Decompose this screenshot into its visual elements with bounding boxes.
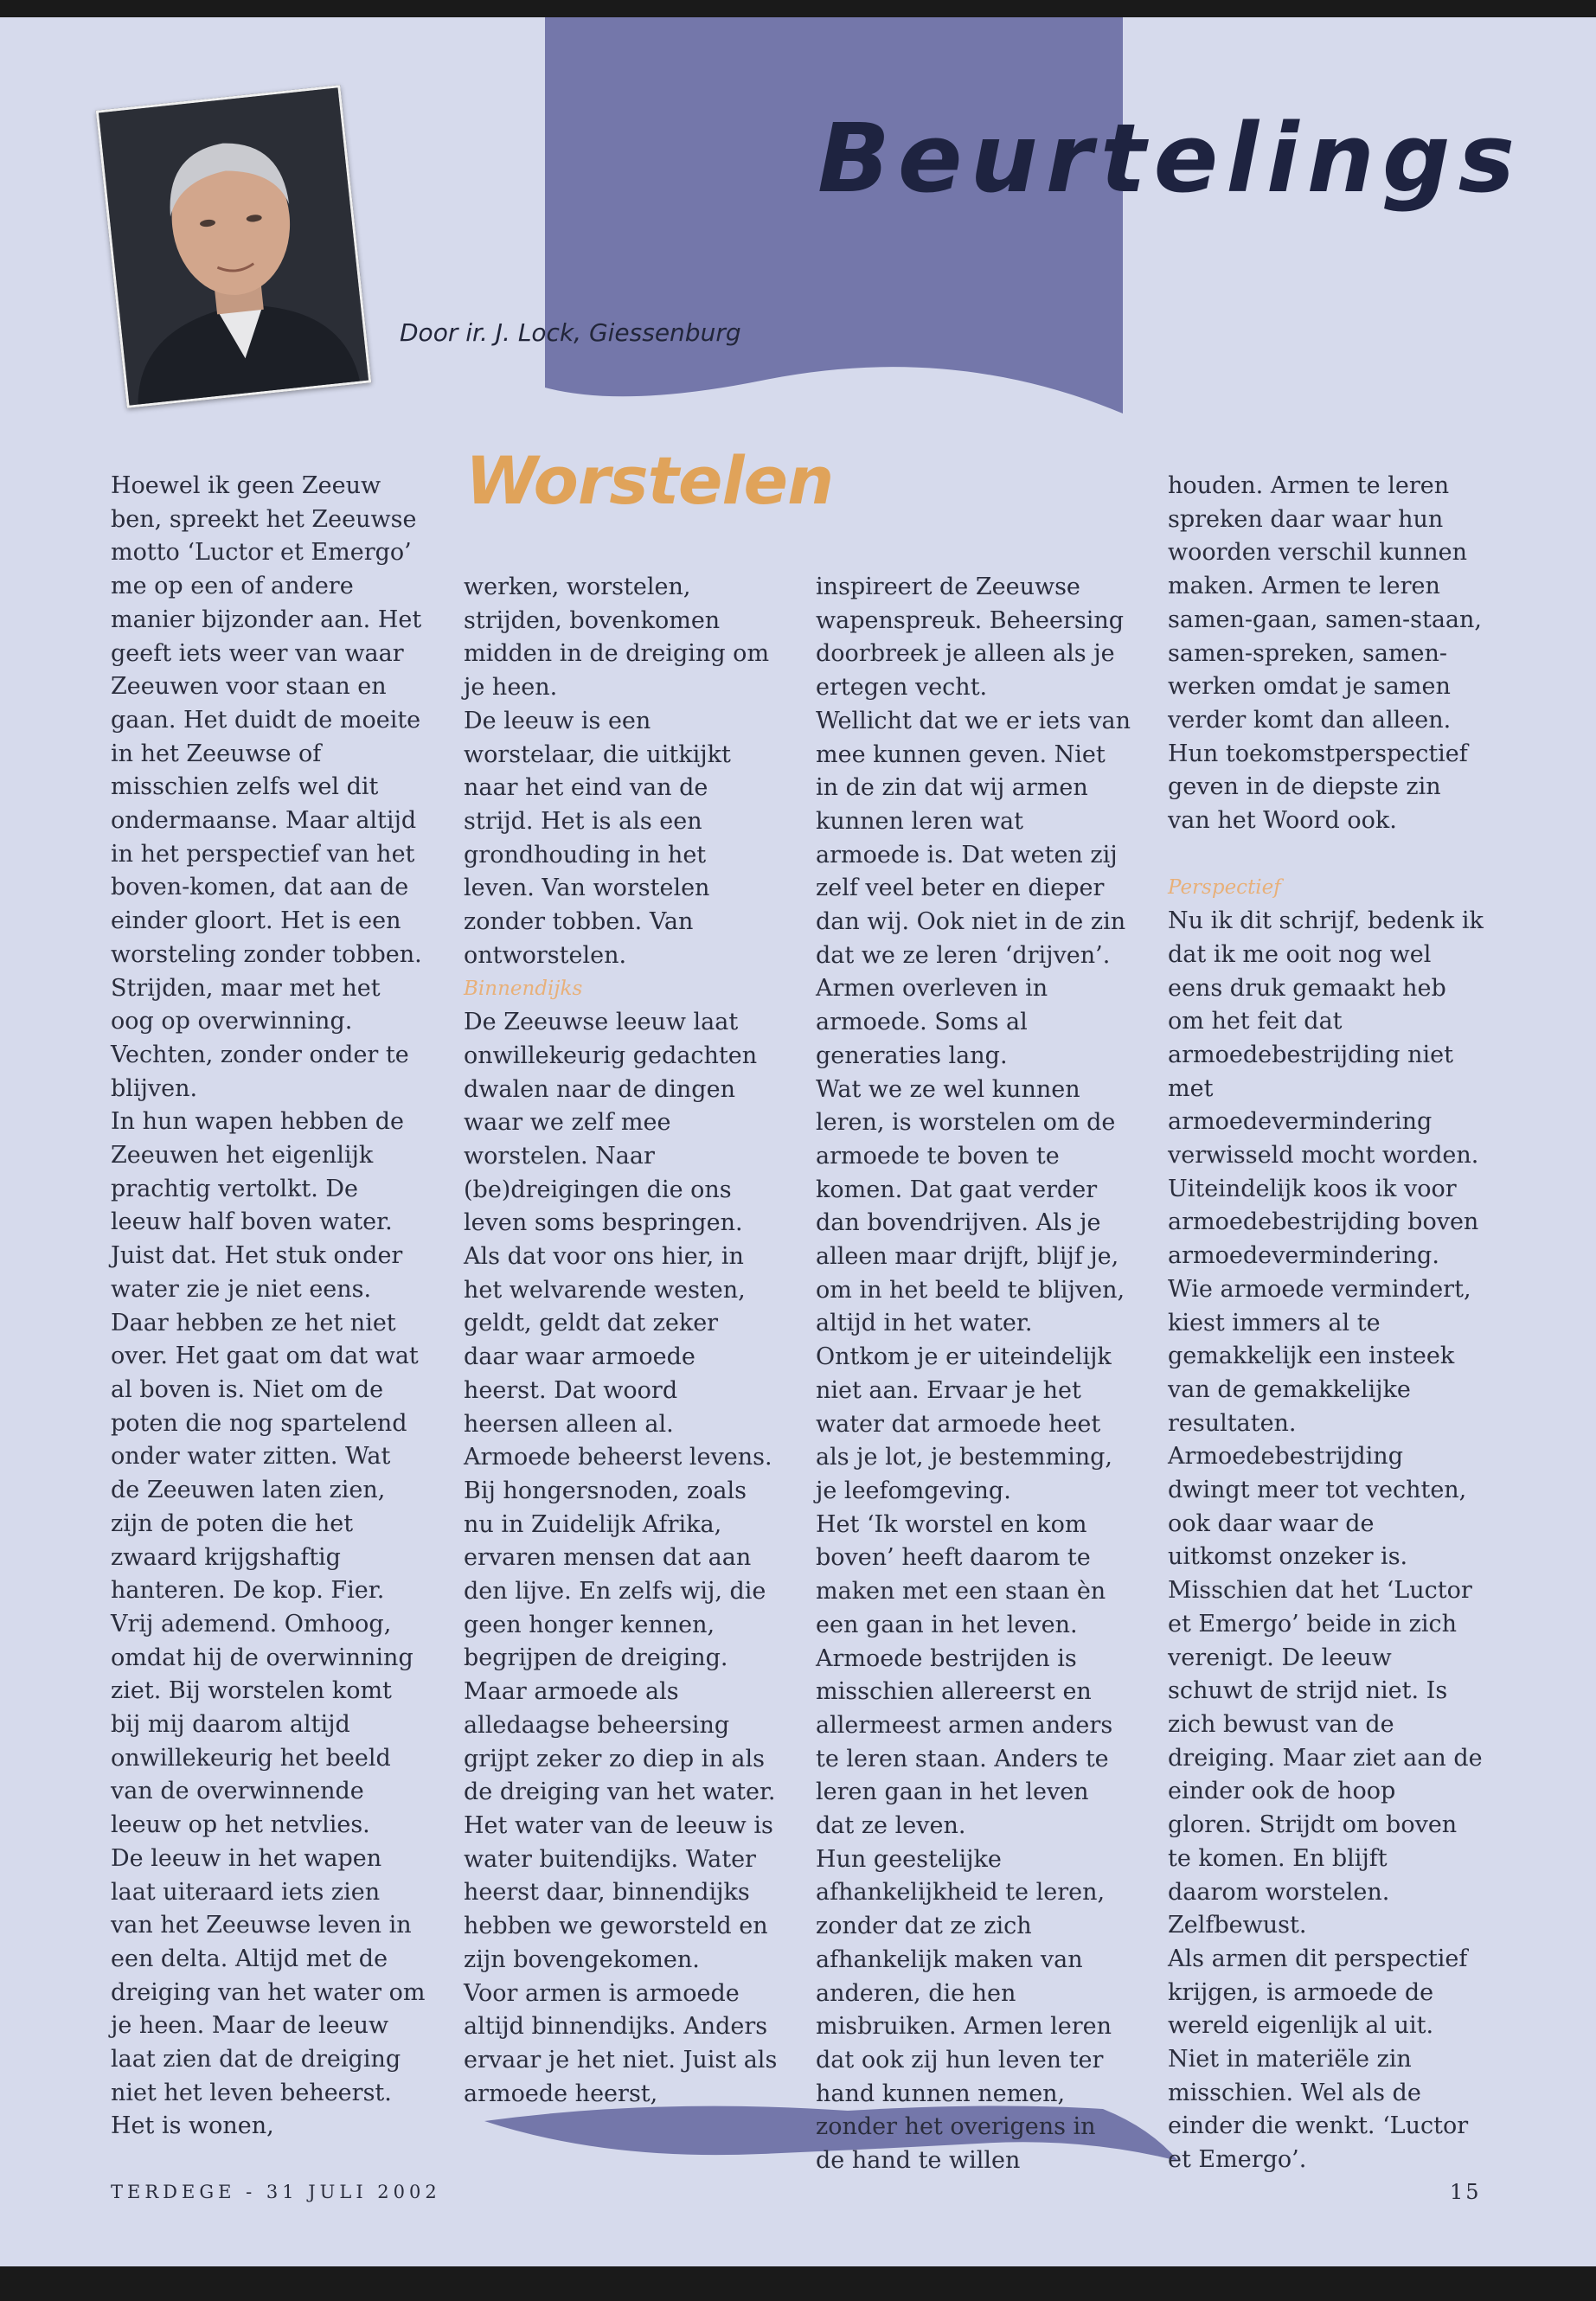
paragraph: Maar armoede als alledaagse beheersing grijpt zeker zo diep in als de dreiging van het water. Het water van de leeuw is water buitendijks. Water heerst daar, binnendijks hebben we geworsteld en zijn bovengekomen. bbox=[464, 1678, 776, 1973]
paragraph: Hun geestelijke afhankelijkheid te leren, zonder dat ze zich afhankelijk maken van anderen, die hen misbruiken. Armen leren dat ook zij hun leven ter hand kunnen nemen, zonder het overigens in de hand te willen bbox=[816, 1845, 1112, 2175]
paragraph: Nu ik dit schrijf, bedenk ik dat ik me ooit nog wel eens druk gemaakt heb om het feit dat armoedebestrijding niet met armoedevermindering verwisseld mocht worden. Uiteindelijk koos ik voor armoedebestrijding boven armoedevermindering. Wie armoede vermindert, kiest immers al te gemakkelijk een insteek van de gemakkelijke resultaten. Armoedebestrijding dwingt meer tot vechten, ook daar waar de uitkomst onzeker is. bbox=[1168, 907, 1484, 1571]
paragraph: houden. Armen te leren spreken daar waar hun woorden verschil kunnen maken. Armen te leren samen-gaan, samen-staan, samen-spreken, samen-werken omdat je samen verder komt dan alleen. Hun toekomstperspectief geven in de diepste zin van het Woord ook. bbox=[1168, 472, 1482, 835]
paragraph: werken, worstelen, strijden, bovenkomen midden in de dreiging om je heen. bbox=[464, 574, 770, 702]
article-column-2 bbox=[464, 571, 779, 2111]
paragraph: De Zeeuwse leeuw laat onwillekeurig gedachten dwalen naar de dingen waar we zelf mee worstelen. Naar (be)dreigingen die ons leven soms bespringen. Als dat voor ons hier, in het welvarende westen, geldt, geldt dat zeker daar waar armoede heerst. Dat woord heersen alleen al. Armoede beheerst levens. Bij hongersnoden, zoals nu in Zuidelijk Afrika, ervaren mensen dat aan den lijve. En zelfs wij, die geen honger kennen, begrijpen de dreiging. bbox=[464, 1009, 772, 1672]
article-column-1 bbox=[111, 470, 426, 2144]
paragraph: De leeuw in het wapen laat uiteraard iets zien van het Zeeuwse leven in een delta. Altijd met de dreiging van het water om je heen. Maar de leeuw laat zien dat de dreiging niet het leven beheerst. Het is wonen, bbox=[111, 1844, 426, 2140]
footer-publication: TERDEGE - 31 JULI 2002 bbox=[111, 2182, 441, 2202]
author-portrait bbox=[96, 85, 372, 408]
paragraph: Wellicht dat we er iets van mee kunnen geven. Niet in de zin dat wij armen kunnen leren wat armoede is. Dat weten zij zelf veel beter en dieper dan wij. Ook niet in de zin dat we ze leren ‘drijven’. Armen overleven in armoede. Soms al generaties lang. bbox=[816, 707, 1131, 1069]
paragraph: Hoewel ik geen Zeeuw ben, spreekt het Zeeuwse motto ‘Luctor et Emergo’ me op een of andere manier bijzonder aan. Het geeft iets weer van waar Zeeuwen voor staan en gaan. Het duidt de moeite in het Zeeuwse of misschien zelfs wel dit ondermaanse. Maar altijd in het perspectief van het boven-komen, dat aan de einder gloort. Het is een worsteling zonder tobben. Strijden, maar met het oog op overwinning. Vechten, zonder onder te blijven. bbox=[111, 472, 422, 1102]
top-ribbon-shape bbox=[545, 17, 1123, 413]
article-column-4 bbox=[1168, 470, 1484, 2177]
paragraph: Als armen dit perspectief krijgen, is armoede de wereld eigenlijk al uit. Niet in materiële zin misschien. Wel als de einder die wenkt. ‘Luctor et Emergo’. bbox=[1168, 1945, 1469, 2174]
paragraph: Het ‘Ik worstel en kom boven’ heeft daarom te maken met een staan èn een gaan in het leven. Armoede bestrijden is misschien allereerst en allermeest armen anders te leren staan. Anders te leren gaan in het leven dat ze leven. bbox=[816, 1510, 1113, 1840]
paragraph: In hun wapen hebben de Zeeuwen het eigenlijk prachtig vertolkt. De leeuw half boven water. Juist dat. Het stuk onder water zie je niet eens. Daar hebben ze het niet over. Het gaat om dat wat al boven is. Niet om de poten die nog spartelend onder water zitten. Wat de Zeeuwen laten zien, zijn de poten die het zwaard krijgshaftig hanteren. De kop. Fier. Vrij ademend. Omhoog, omdat hij de overwinning ziet. Bij worstelen komt bij mij daarom altijd onwillekeurig het beeld van de overwinnende leeuw op het netvlies. bbox=[111, 1108, 419, 1839]
page-number: 15 bbox=[1450, 2180, 1482, 2204]
subheading-perspectief: Perspectief bbox=[1168, 876, 1281, 900]
paragraph: Misschien dat het ‘Luctor et Emergo’ beide in zich verenigt. De leeuw schuwt de strijd niet. Is zich bewust van de dreiging. Maar ziet aan de einder ook de hoop gloren. Strijdt om boven te komen. En blijft daarom worstelen. Zelfbewust. bbox=[1168, 1577, 1483, 1939]
section-heading: Beurtelings bbox=[817, 103, 1523, 214]
article-column-3 bbox=[816, 571, 1131, 2178]
paragraph: inspireert de Zeeuwse wapenspreuk. Beheersing doorbreek je alleen als je ertegen vecht. bbox=[816, 574, 1125, 702]
article-title: Worstelen bbox=[465, 442, 834, 519]
paragraph: De leeuw is een worstelaar, die uitkijkt naar het eind van de strijd. Het is als een grondhouding in het leven. Van worstelen zonder tobben. Van ontworstelen. bbox=[464, 707, 731, 969]
paragraph: Wat we ze wel kunnen leren, is worstelen om de armoede te boven te komen. Dat gaat verder dan bovendrijven. Als je alleen maar drijft, blijf je, om in het beeld te blijven, altijd in het water. Ontkom je er uiteindelijk niet aan. Ervaar je het water dat armoede heet als je lot, je bestemming, je leefomgeving. bbox=[816, 1075, 1125, 1504]
author-portrait-icon bbox=[99, 87, 369, 405]
magazine-page bbox=[0, 17, 1596, 2266]
paragraph: Voor armen is armoede altijd binnendijks. Anders ervaar je het niet. Juist als armoede heerst, bbox=[464, 1979, 778, 2107]
author-byline: Door ir. J. Lock, Giessenburg bbox=[400, 318, 741, 347]
subheading-binnendijks: Binnendijks bbox=[464, 977, 583, 1001]
spacer bbox=[1168, 838, 1484, 872]
